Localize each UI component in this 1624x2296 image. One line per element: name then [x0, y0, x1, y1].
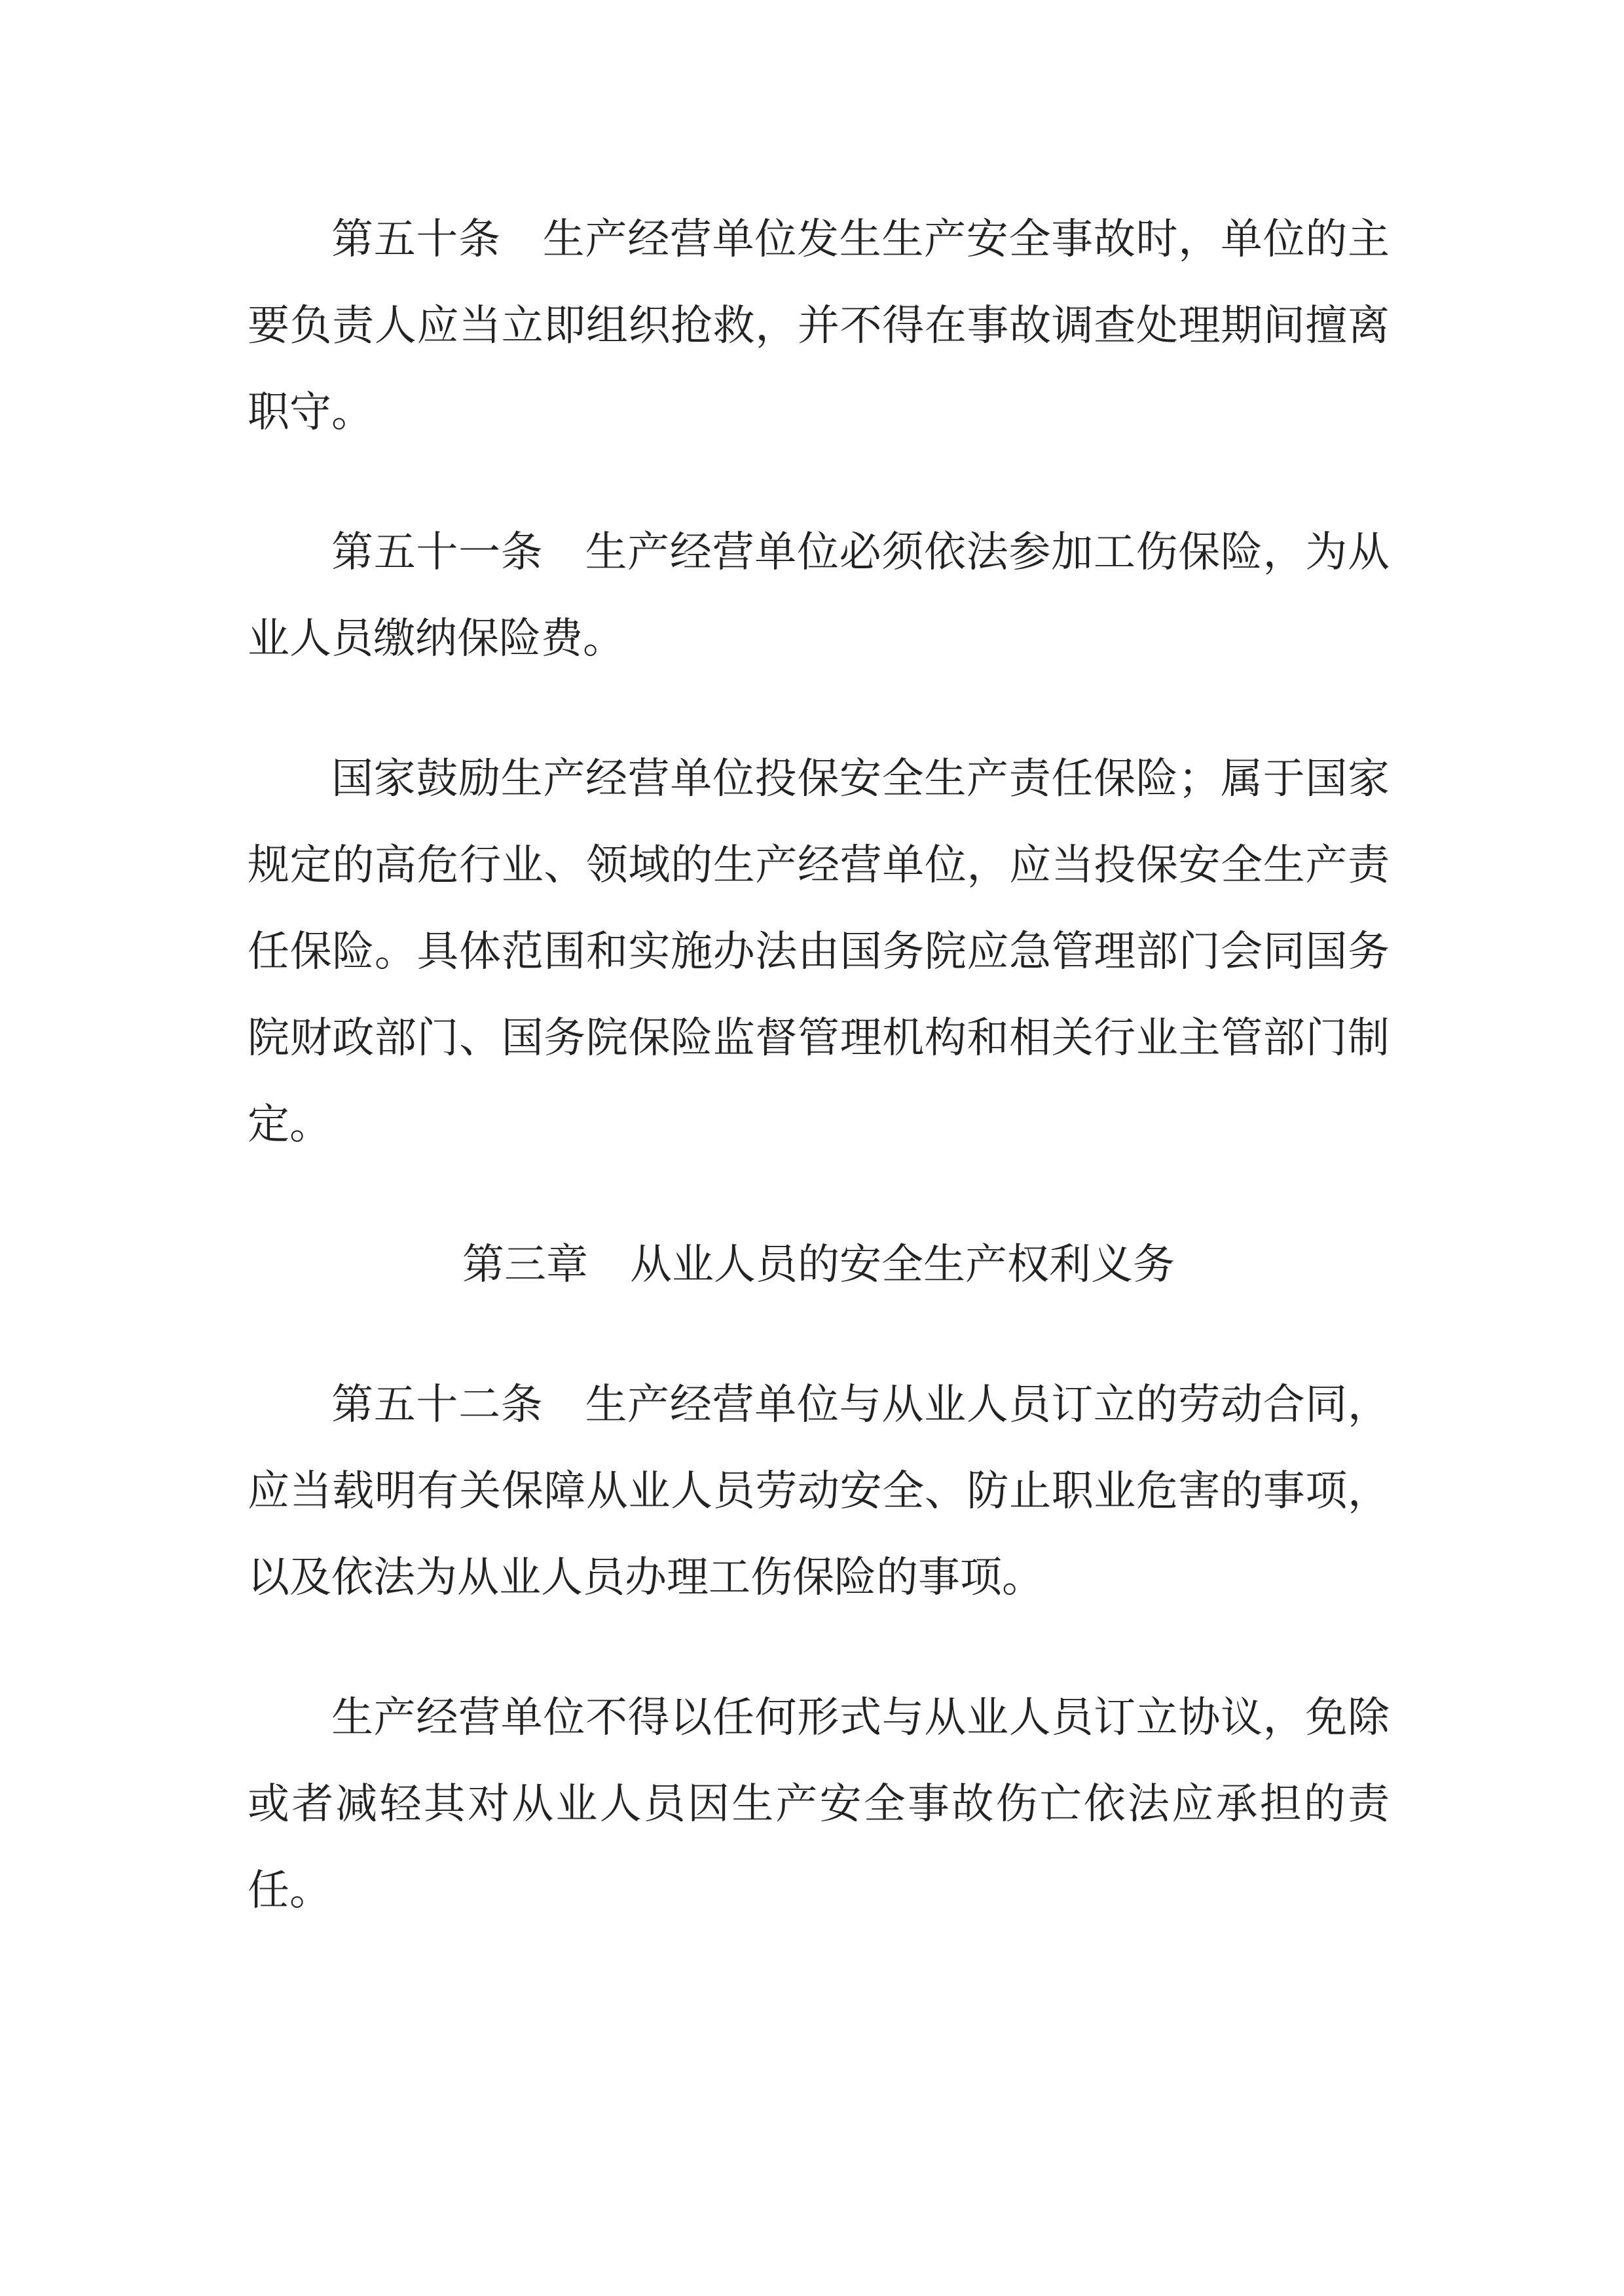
- article-51-paragraph-2: 国家鼓励生产经营单位投保安全生产责任保险；属于国家规定的高危行业、领域的生产经营单位，应当投保安全生产责任保险。具体范围和实施办法由国务院应急管理部门会同国务院财政部门、国务院保险监督管理机构和相关行业主管部门制定。: [248, 755, 1390, 1149]
- article-52-paragraph-2: 生产经营单位不得以任何形式与从业人员订立协议，免除或者减轻其对从业人员因生产安全事故伤亡依法应承担的责任。: [248, 1694, 1390, 1915]
- article-number: 第五十二条: [331, 1381, 544, 1429]
- article-number: 第五十一条: [331, 528, 544, 577]
- article-text: 生产经营单位发生生产安全事故时，单位的主要负责人应当立即组织抢救，并不得在事故调查处理期间擅离职守。: [248, 215, 1390, 437]
- article-52: [248, 1362, 1390, 1621]
- article-text: 生产经营单位必须依法参加工伤保险，为从业人员缴纳保险费。: [248, 528, 1390, 663]
- chapter-number: 第三章: [462, 1241, 588, 1289]
- article-number: 第五十条: [331, 215, 501, 264]
- chapter-title: 从业人员的安全生产权利义务: [630, 1241, 1175, 1289]
- document-body: [248, 196, 1390, 1988]
- article-text: 生产经营单位与从业人员订立的劳动合同，应当载明有关保障从业人员劳动安全、防止职业危害的事项，以及依法为从业人员办理工伤保险的事项。: [248, 1381, 1390, 1602]
- article-51: [248, 509, 1390, 682]
- article-50: [248, 196, 1390, 456]
- chapter-heading: [248, 1222, 1390, 1308]
